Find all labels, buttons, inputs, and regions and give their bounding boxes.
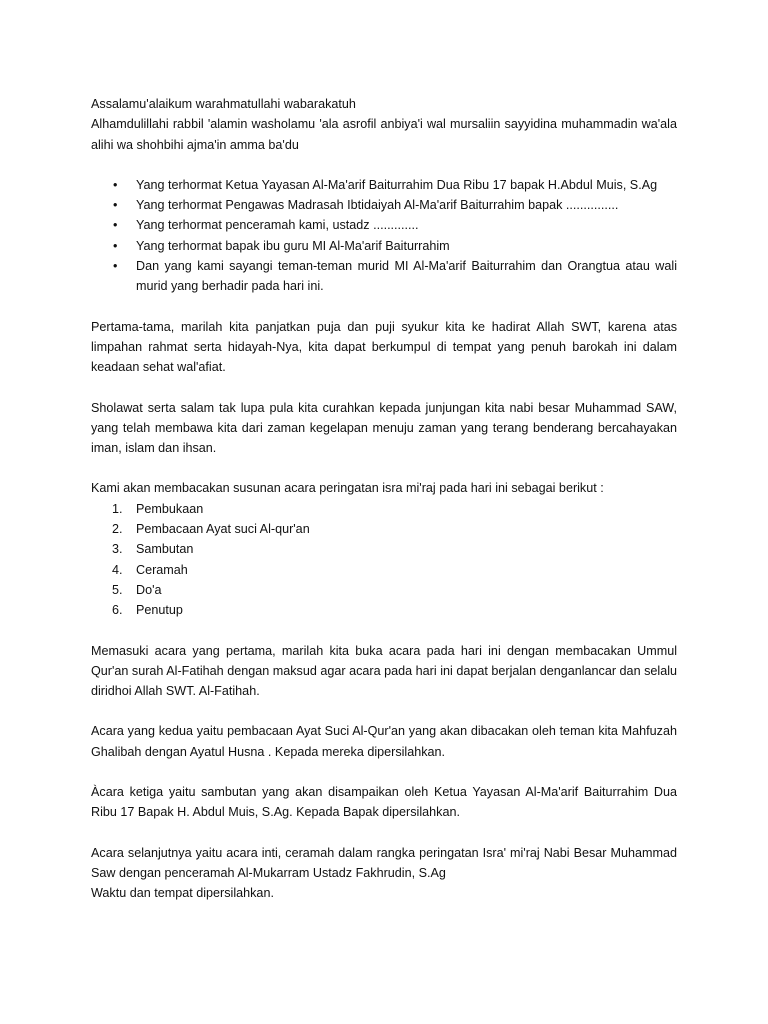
agenda-item [91, 600, 677, 620]
salutation-text: Yang terhormat Pengawas Madrasah Ibtidaiyah Al-Ma'arif Baiturrahim bapak ............... [136, 198, 619, 213]
list-item [91, 236, 677, 256]
agenda-item [91, 560, 677, 580]
agenda-number: 6. [112, 603, 123, 618]
closing-line: Waktu dan tempat dipersilahkan. [91, 886, 274, 901]
spacer [91, 701, 677, 721]
acara-kedua-paragraph: Acara yang kedua yaitu pembacaan Ayat Suci Al-Qur'an yang akan dibacakan oleh teman kita Mahfuzah Ghalibah dengan Ayatul Husna . Kepada mereka dipersilahkan. [91, 724, 677, 759]
agenda-intro: Kami akan membacakan susunan acara peringatan isra mi'raj pada hari ini sebagai berikut : [91, 481, 604, 496]
salutation-text: Yang terhormat bapak ibu guru MI Al-Ma'arif Baiturrahim [136, 238, 450, 253]
agenda-list [91, 499, 677, 621]
bullet-icon: • [113, 238, 118, 253]
agenda-item [91, 539, 677, 559]
bullet-icon: • [113, 198, 118, 213]
agenda-label: Pembukaan [136, 501, 204, 516]
opening-paragraph: Alhamdulillahi rabbil 'alamin washolamu 'ala asrofil anbiya'i wal mursaliin sayyidina muhammadin wa'ala alihi wa shohbihi ajma'in amma ba'du [91, 117, 677, 152]
agenda-number: 4. [112, 562, 123, 577]
agenda-item [91, 499, 677, 519]
agenda-number: 5. [112, 582, 123, 597]
agenda-label: Penutup [136, 603, 183, 618]
acara-ketiga-paragraph: Àcara ketiga yaitu sambutan yang akan disampaikan oleh Ketua Yayasan Al-Ma'arif Baiturrahim Dua Ribu 17 Bapak H. Abdul Muis, S.Ag. Kepada Bapak dipersilahkan. [91, 785, 677, 820]
bullet-icon: • [113, 218, 118, 233]
spacer [91, 458, 677, 478]
salutation-text: Yang terhormat Ketua Yayasan Al-Ma'arif Baiturrahim Dua Ribu 17 bapak H.Abdul Muis, S.Ag [136, 177, 658, 192]
salutation-list [91, 175, 677, 297]
agenda-label: Do'a [136, 582, 162, 597]
bullet-icon: • [113, 177, 118, 192]
salutation-text: Yang terhormat penceramah kami, ustadz ............. [136, 218, 419, 233]
list-item [91, 175, 677, 195]
list-item [91, 195, 677, 215]
syukur-paragraph: Pertama-tama, marilah kita panjatkan puja dan puji syukur kita ke hadirat Allah SWT, karena atas limpahan rahmat serta hidayah-Nya, kita dapat berkumpul di tempat yang penuh barokah ini dalam keadaan sehat wal'afiat. [91, 319, 677, 375]
agenda-label: Pembacaan Ayat suci Al-qur'an [136, 522, 310, 537]
agenda-number: 3. [112, 542, 123, 557]
acara-pertama-paragraph: Memasuki acara yang pertama, marilah kita buka acara pada hari ini dengan membacakan Ummul Qur'an surah Al-Fatihah dengan maksud agar acara pada hari ini dapat berjalan denganlancar dan selalu diridhoi Allah SWT. Al-Fatihah. [91, 643, 677, 699]
greeting: Assalamu'alaikum warahmatullahi wabarakatuh [91, 97, 356, 111]
acara-inti-paragraph: Acara selanjutnya yaitu acara inti, ceramah dalam rangka peringatan Isra' mi'raj Nabi Besar Muhammad Saw dengan penceramah Al-Mukarram Ustadz Fakhrudin, S.Ag [91, 845, 677, 880]
spacer [91, 297, 677, 317]
agenda-item [91, 519, 677, 539]
bullet-icon: • [113, 259, 118, 274]
spacer [91, 155, 677, 175]
agenda-label: Sambutan [136, 542, 194, 557]
spacer [91, 621, 677, 641]
spacer [91, 762, 677, 782]
spacer [91, 823, 677, 843]
list-item [91, 256, 677, 297]
agenda-number: 1. [112, 501, 123, 516]
agenda-label: Ceramah [136, 562, 188, 577]
agenda-item [91, 580, 677, 600]
list-item [91, 215, 677, 235]
sholawat-paragraph: Sholawat serta salam tak lupa pula kita curahkan kepada junjungan kita nabi besar Muhammad SAW, yang telah membawa kita dari zaman kegelapan menuju zaman yang terang benderang bercahayakan iman, islam dan ihsan. [91, 400, 677, 456]
spacer [91, 378, 677, 398]
salutation-text: Dan yang kami sayangi teman-teman murid MI Al-Ma'arif Baiturrahim dan Orangtua atau wali murid yang berhadir pada hari ini. [136, 259, 677, 294]
agenda-number: 2. [112, 522, 123, 537]
